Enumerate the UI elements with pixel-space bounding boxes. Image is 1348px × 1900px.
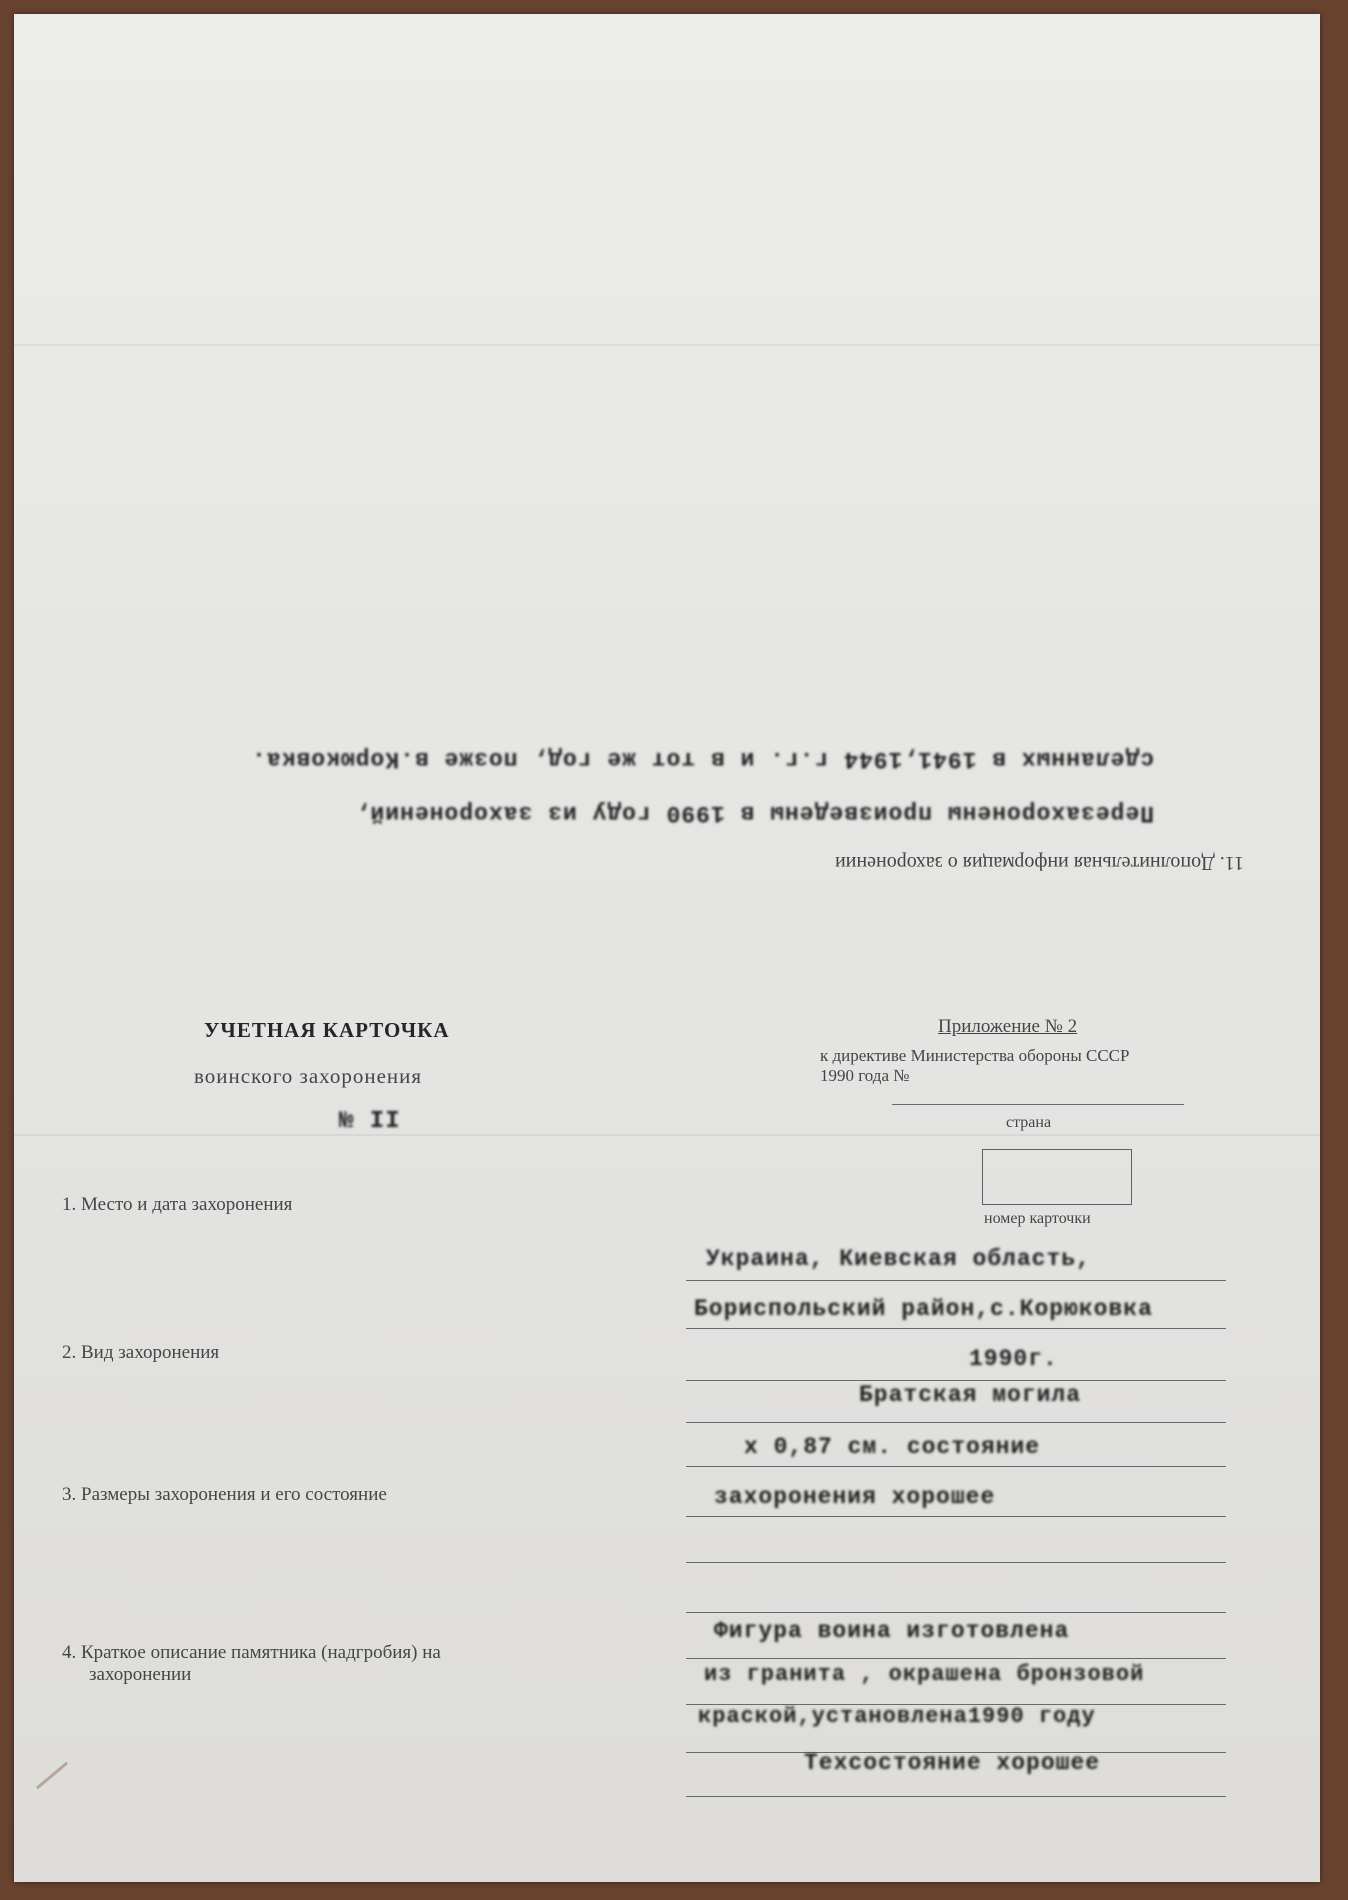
field-4-value-line3: краской,установлена1990 году (698, 1704, 1096, 1729)
field-3-value-line1: x 0,87 см. состояние (744, 1434, 1041, 1460)
field-1-value-line1: Украина, Киевская область, (706, 1246, 1091, 1272)
rule (686, 1562, 1226, 1563)
appendix-year: 1990 года № (820, 1066, 910, 1085)
field-4-value-line4: Техсостояние хорошее (804, 1750, 1101, 1776)
field-4-value-line2: из гранита , окрашена бронзовой (704, 1662, 1145, 1687)
item-11-text-line1: Перезахоронены произведены в 1990 году из захоронений, (354, 800, 1154, 826)
card-title: УЧЕТНАЯ КАРТОЧКА (204, 1018, 450, 1042)
field-4-value-line1: Фигура воина изготовлена (714, 1618, 1070, 1644)
stain-mark (36, 1761, 69, 1789)
rule (686, 1516, 1226, 1517)
field-2-label: 2. Вид захоронения (62, 1342, 220, 1363)
rule (686, 1796, 1226, 1797)
field-3-value-line2: захоронения хорошее (714, 1484, 996, 1510)
field-3-label: 3. Размеры захоронения и его состояние (62, 1484, 387, 1505)
card-number-caption: номер карточки (984, 1210, 1091, 1227)
rule (686, 1328, 1226, 1329)
item-11-label: 11. Дополнительная информация о захоронении (835, 852, 1244, 874)
rule (686, 1658, 1226, 1659)
item-11-text-line2: сделанных в 1941,1944 г.г. и в тот же год, позже в.Корюковка. (251, 746, 1154, 772)
rule (686, 1422, 1226, 1423)
appendix-directive: к директиве Министерства обороны СССР (820, 1046, 1130, 1065)
country-line (892, 1104, 1184, 1105)
rule (686, 1612, 1226, 1613)
card-number-box (982, 1149, 1132, 1205)
card-subtitle: воинского захоронения (194, 1064, 423, 1088)
appendix-label: Приложение № 2 (938, 1016, 1078, 1037)
field-4-label-cont: захоронении (89, 1664, 192, 1685)
fold-crease (14, 344, 1320, 346)
field-2-value: Братская могила (859, 1382, 1082, 1408)
field-1-value-line3: 1990г. (969, 1346, 1058, 1372)
country-caption: страна (1006, 1114, 1052, 1131)
field-1-value-line2: Бориспольский район,с.Корюковка (694, 1296, 1153, 1322)
card-number: № II (339, 1108, 401, 1135)
fold-crease (14, 1134, 1320, 1136)
rule (686, 1380, 1226, 1381)
upside-down-section (134, 714, 1244, 884)
rule (686, 1466, 1226, 1467)
document-sheet (14, 14, 1320, 1882)
field-1-label: 1. Место и дата захоронения (62, 1194, 293, 1215)
field-4-label: 4. Краткое описание памятника (надгробия) на (62, 1642, 441, 1663)
rule (686, 1280, 1226, 1281)
